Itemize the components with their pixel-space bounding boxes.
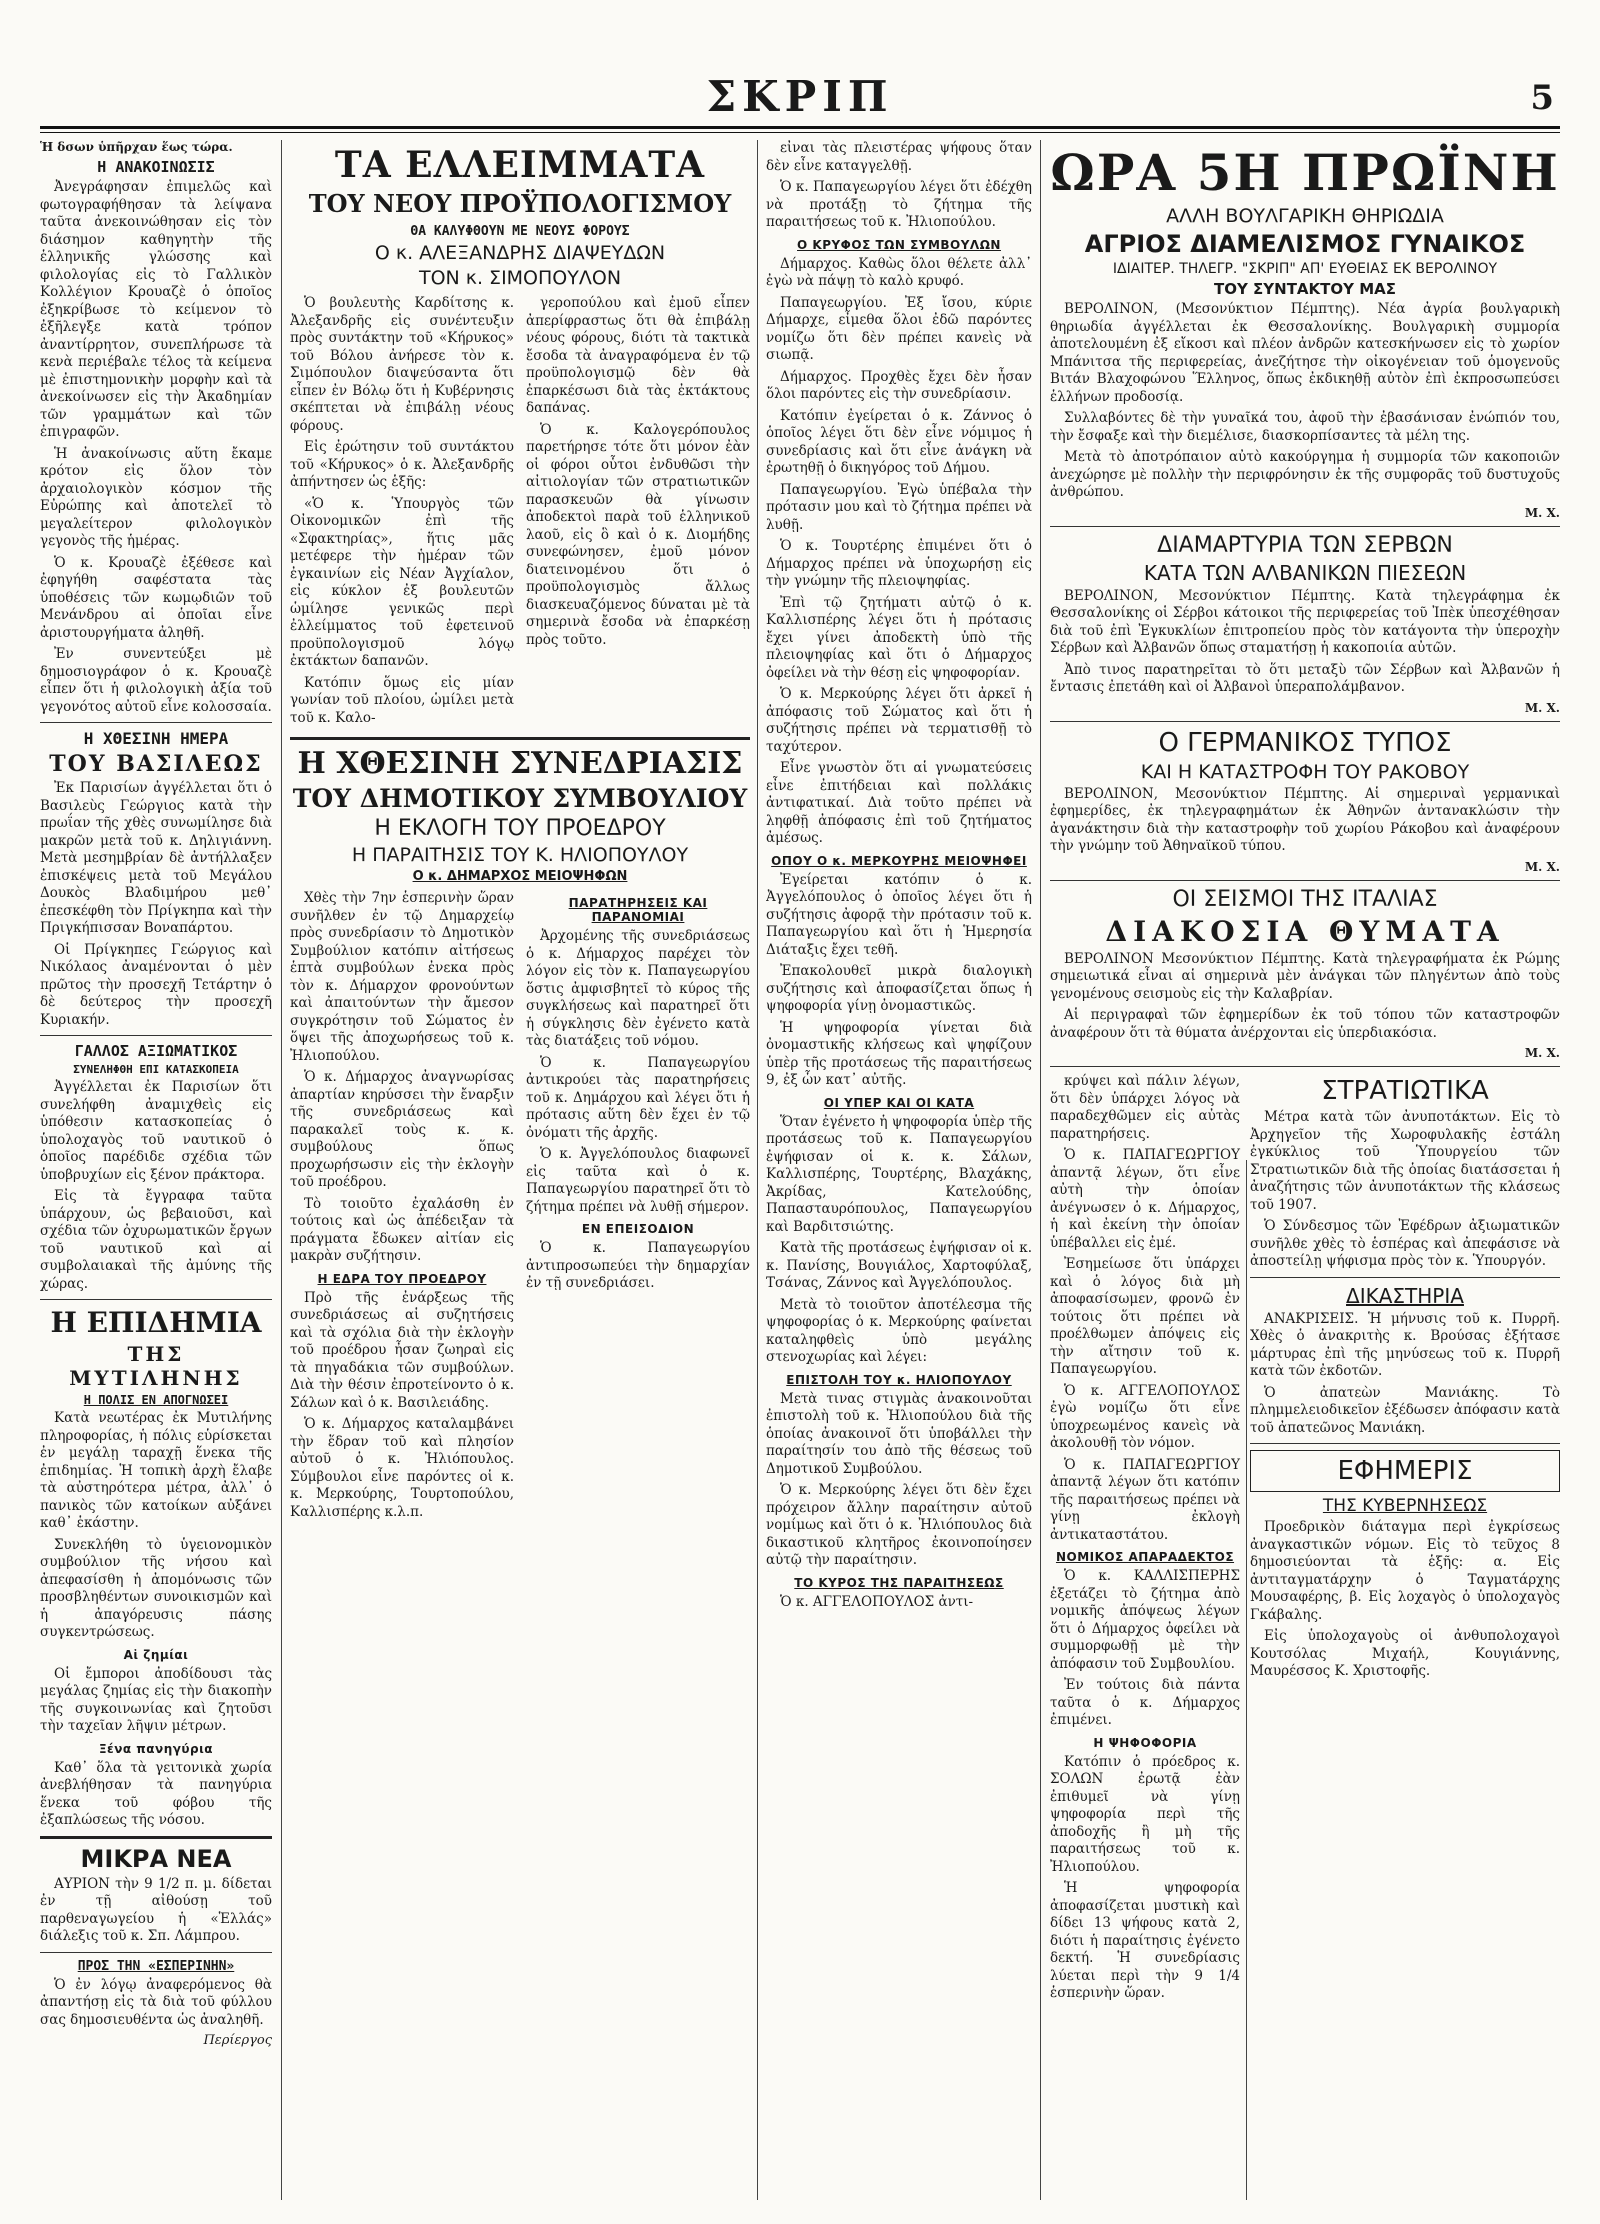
article-text: γεροπούλου καὶ ἐμοῦ εἶπεν ἀπερίφραστως ὅτι θὰ ἐπιβάλῃ νέους φόρους, διότι τὰ τακτικὰ ἔσοδα τὰ ἀναγραφόμενα ἐν τῷ προϋπολογισμῷ δὲν θὰ ἐπαρκέσωσι διὰ τὰς ἐκτάκτους δαπάνας. [526,295,750,416]
article-text: Κατὰ τῆς προτάσεως ἐψήφισαν οἱ κ. κ. Πανίσης, Βουγιάλος, Χαρτοφύλαξ, Τσάνας, Ζάννος καὶ Ἀγγελόπουλος. [766,1240,1032,1291]
subheading: ΠΑΡΑΤΗΡΗΣΕΙΣ ΚΑΙ ΠΑΡΑΝΟΜΙΑΙ [568,896,708,924]
headline-elleimmata: ΤΑ ΕΛΛΕΙΜΜΑΤΑ [334,144,706,186]
article-text: Ἀπὸ τινος παρατηρεῖται τὸ ὅτι μεταξὺ τῶν Σέρβων καὶ Ἀλβανῶν ἡ ἔντασις ἐπετάθη καὶ οἱ Ἀλβανοὶ ὑπεραπολάμβανον. [1050,661,1560,695]
article-text: Ὁ κ. Παπαγεωργίου ἀντιπροσωπεύει τὴν δημαρχίαν ἐν τῇ συνεδριάσει. [526,1240,750,1291]
article-text: ΒΕΡΟΛΙΝΟΝ, Μεσονύκτιον Πέμπτης. Αἱ σημεριναὶ γερμανικαὶ ἐφημερίδες, ἐκ τηλεγραφημάτων ἐκ Ἀθηνῶν ἀντανακλώσιν τὴν ἀγανάκτησιν διὰ τὴν καταστροφὴν τοῦ χωρίου Ράκοβου καὶ ἀναφέρουν τὴν γνώμην τοῦ Ἀθηναϊκοῦ τύπου. [1050,785,1560,854]
article-text: Τὸ τοιοῦτο ἐχαλάσθη ἐν τούτοις καὶ ὡς ἀπέδειξαν τὰ πράγματα ἔδωκεν αἰτίαν εἰς μακρὰν συζήτησιν. [290,1195,514,1264]
headline-stratiotika: ΣΤΡΑΤΙΩΤΙΚΑ [1321,1076,1489,1106]
article-text: Κατόπιν ὅμως εἰς μίαν γωνίαν τοῦ πλοίου, ὡμίλει μετὰ τοῦ κ. Καλο- [290,674,514,726]
fragment-line: Ἡ δσων ὑπῆρχαν ἕως τώρα. [40,140,233,154]
article-text: Ὁ κ. Δήμαρχος καταλαμβάνει τὴν ἕδραν τοῦ καὶ πλησίον αὐτοῦ ὁ κ. Ἠλιόπουλος. Σύμβουλοι εἶνε παρόντες οἱ κ. κ. Μερκούρης, Τουρτοπούλου, Καλλισπέρης κ.λ.π. [290,1416,514,1520]
column-rule [281,140,282,2200]
column-3 [766,140,1032,2200]
article-text: Ἐγείρεται κατόπιν ὁ κ. Ἀγγελόπουλος ὁ ὁποῖος λέγει ὅτι ἡ συζήτησις ἀφορᾷ τὴν πρότασιν τοῦ κ. Παπαγεωργίου καὶ ὅτι ἡ Ἡμερησία Διάταξις ἔχει τεθῆ. [766,871,1032,958]
subheading: Ξένα πανηγύρια [98,1741,214,1756]
article-text: Ὁ κ. Μερκούρης λέγει ὅτι ἀρκεῖ ἡ ἀπόφασις τοῦ Σώματος καὶ ὅτι ἡ συζήτησις πρέπει νὰ τερματισθῇ τὸ ταχύτερον. [766,686,1032,755]
article-text: Κατόπιν ὁ πρόεδρος κ. ΣΟΛΩΝ ἐρωτᾷ ἐὰν ἐπιθυμεῖ νὰ γίνῃ ψηφοφορία περὶ τῆς ἀποδοχῆς ἢ μὴ τῆς παραιτήσεως τοῦ κ. Ἠλιοπούλου. [1050,1753,1240,1875]
headline-diamelismos: ΑΓΡΙΟΣ ΔΙΑΜΕΛΙΣΜΟΣ ΓΥΝΑΙΚΟΣ [1084,230,1526,258]
headline-alexandris: Ο κ. ΑΛΕΞΑΝΔΡΗΣ ΔΙΑΨΕΥΔΩΝ [374,242,666,264]
article-text: Ἐν συνεντεύξει μὲ δημοσιογράφον ὁ κ. Κρουαζὲ εἶπεν ὅτι ἡ φιλολογικὴ ἀξία τοῦ γεγονότος αὐτοῦ εἶνε κολοσσαία. [40,646,272,715]
article-text: Ὁ ἐν λόγῳ ἀναφερόμενος θὰ ἀπαντήσῃ εἰς τὰ διὰ τοῦ φύλλου σας δημοσιευθέντα ὡς ἀναληθῆ. [40,1976,272,2028]
article-text: Πρὸ τῆς ἐνάρξεως τῆς συνεδριάσεως αἱ συζητήσεις καὶ τὰ σχόλια διὰ τὴν ἐκλογὴν τοῦ προέδρου ἦσαν ζωηραὶ εἰς τὰ πηγαδάκια τῶν συμβούλων. Διὰ τὴν θέσιν ἐπροτείνοντο ὁ κ. Σάλων καὶ ὁ κ. Βασιλειάδης. [290,1289,514,1411]
article-text: Εἶνε γνωστὸν ὅτι αἱ γνωματεύσεις εἶνε ἐπιτήδειαι καὶ πολλάκις ἀντιφατικαί. Διὰ τοῦτο πρέπει νὰ ληφθῇ ἀπόφασις ἐπὶ τοῦ ζητήματος ἀμέσως. [766,760,1032,846]
headline-mytilinis: ΤΗΣ ΜΥΤΙΛΗΝΗΣ [69,1342,243,1390]
headline-xthesini-imera: Η ΧΘΕΣΙΝΗ ΗΜΕΡΑ [83,729,229,748]
subheading: ΤΟ ΚΥΡΟΣ ΤΗΣ ΠΑΡΑΙΤΗΣΕΩΣ [794,1575,1004,1590]
article-text: Ὁ κ. Τουρτέρης ἐπιμένει ὅτι ὁ Δήμαρχος πρέπει νὰ ὑποχωρήσῃ εἰς τὴν γνώμην τῆς πλειοψηφίας. [766,538,1032,589]
article-text: «Ὁ κ. Ὑπουργὸς τῶν Οἰκονομικῶν ἐπὶ τῆς «Σφακτηρίας», ἥτις μᾶς μετέφερε τὴν ἡμέραν τῶν ἐγκαινίων εἰς Νέαν Ἀγχίαλον, εἰς κύκλον ἐξ βουλευτῶν ὡμίλησε γενικῶς περὶ ἐλλείμματος τοῦ ἐφετεινοῦ προϋπολογισμοῦ λόγῳ ἐκτάκτων δαπανῶν. [290,495,514,669]
article-text: Παπαγεωργίου. Ἐξ ἴσου, κύριε Δήμαρχε, εἶμεθα ὅλοι ἐδῶ παρόντες νομίζω ὅτι δὲν πρέπει κανεὶς νὰ σιωπᾷ. [766,294,1032,363]
subheading: Αἱ ζημίαι [123,1647,189,1662]
article-text: Καθ᾽ ὅλα τὰ γειτονικὰ χωρία ἀνεβλήθησαν τὰ πανηγύρια ἕνεκα τοῦ φόβου τῆς ἐξαπλώσεως τῆς νόσου. [40,1759,272,1828]
headline-albanikon: ΚΑΤΑ ΤΩΝ ΑΛΒΑΝΙΚΩΝ ΠΙΕΣΕΩΝ [1143,560,1467,585]
article-text: Ἐσημείωσε ὅτι ὑπάρχει καὶ ὁ λόγος διὰ μὴ ἀποφασίσωμεν, φρονῶ ἐν τούτοις ὅτι πρέπει νὰ προέλθωμεν ἀπόψεις εἰς τὴν αἴτησιν τοῦ κ. Παπαγεωργίου. [1050,1256,1240,1377]
article-text: Ἀνεγράφησαν ἐπιμελῶς καὶ φωτογραφήθησαν τὰ λείψανα ταῦτα ἀνεκοινώθησαν εἰς τὸν διάσημον καθηγητὴν τῆς ἑλληνικῆς γλώσσης καὶ φιλολογίας εἰς τὸ Γαλλικὸν Κολλέγιον Κρουαζὲ ὁ ὁποῖος ἐξηκρίβωσε τὸ κείμενον τὸ ἐξῆλεγξε κατὰ τρόπον ἀναντίρρητον, συνεπλήρωσε τὰ κενὰ περιέβαλε τέλος τὰ κείμενα μὲ ἐπιστημονικὴν μορφὴν καὶ τὰ ἀνεκοίνωσεν εἰς τὴν Ἀκαδημίαν τῶν γραμμάτων καὶ τῶν ἐπιγραφῶν. [40,179,272,440]
article-text: Ὁ κ. ΠΑΠΑΓΕΩΡΓΙΟΥ ἀπαντᾷ λέγων ὅτι κατόπιν τῆς παραιτήσεως πρέπει νὰ γίνῃ ἐκλογὴ ἀντικαταστάτου. [1050,1456,1240,1543]
column-1 [40,140,272,2200]
subheading: ΕΠΙΣΤΟΛΗ ΤΟΥ κ. ΗΛΙΟΠΟΥΛΟΥ [786,1372,1012,1387]
column-rule [757,140,758,2200]
article-text: ΑΥΡΙΟΝ τὴν 9 1/2 π. μ. δίδεται ἐν τῇ αἰθούσῃ τοῦ παρθεναγωγείου ἡ «Ἑλλάς» διάλεξις τοῦ κ. Σπ. Λάμπρου. [40,1875,272,1944]
column-rule [1040,140,1041,2200]
article-text: Ἐπὶ τῷ ζητήματι αὐτῷ ὁ κ. Καλλισπέρης λέγει ὅτι ἡ πρότασις ἔχει γίνει ἀποδεκτὴ ὑπὸ τῆς πλειοψηφίας καὶ ὅτι ὁ Δήμαρχος ὀφείλει νὰ τὴν θέσῃ εἰς ψηφοφορίαν. [766,594,1032,681]
article-text: Ὁ κ. ΚΑΛΛΙΣΠΕΡΗΣ ἐξετάζει τὸ ζήτημα ἀπὸ νομικῆς ἀπόψεως λέγων ὅτι ὁ Δήμαρχος ὀφείλει νὰ συμμορφωθῇ μὲ τὴν ἀπόφασιν τοῦ Συμβουλίου. [1050,1568,1240,1672]
article-text: Προεδρικὸν διάταγμα περὶ ἐγκρίσεως ἀναγκαστικῶν νόμων. Εἰς τὸ τεῦχος 8 δημοσιεύονται τὰ ἑξῆς: α. Εἰς ἀντιταγματάρχην ὁ Ταγματάρχης Μουσαφέρης, β. Εἰς λοχαγὸς ὁ ὑπολοχαγὸς Γκάβαλης. [1250,1519,1560,1623]
article-text: Μετὰ τὸ τοιοῦτον ἀποτέλεσμα τῆς ψηφοφορίας ὁ κ. Μερκούρης φαίνεται καταληφθεὶς ὑπὸ μεγάλης στενοχωρίας καὶ λέγει: [766,1296,1032,1365]
article-text: Αἱ περιγραφαὶ τῶν ἐφημερίδων ἐκ τοῦ τόπου τῶν καταστροφῶν ἀναφέρουν ὅτι τὰ θύματα ἀνέρχονται εἰς ὑπερδιακόσια. [1050,1007,1560,1041]
headline-germanikos: Ο ΓΕΡΜΑΝΙΚΟΣ ΤΥΠΟΣ [1158,727,1452,758]
headline-dimarchos: Ο κ. ΔΗΜΑΡΧΟΣ ΜΕΙΟΨΗΦΩΝ [412,869,628,884]
signature: Μ. Χ. [1524,1046,1560,1060]
article-text: Ἡ ψηφοφορία ἀποφασίζεται μυστικὴ καὶ δίδει 13 ψήφους κατὰ 2, διότι ἡ παραίτησις ἐγένετο δεκτή. Ἡ συνεδρίασις λύεται περὶ τὴν 9 1/4 ἑσπερινὴν ὥραν. [1050,1880,1240,2001]
signature: Περίεργος [203,2033,272,2048]
headline-seismoi: ΟΙ ΣΕΙΣΜΟΙ ΤΗΣ ΙΤΑΛΙΑΣ [1172,886,1438,912]
article-text: Συλλαβόντες δὲ τὴν γυναῖκά του, ἀφοῦ τὴν ἐβασάνισαν ἐνώπιόν του, τὴν ἔσφαξε καὶ τὴν διεμέλισε, διασκορπίσαντες τὰ μέλη της. [1050,410,1560,444]
article-text: Χθὲς τὴν 7ην ἑσπερινὴν ὥραν συνῆλθεν ἐν τῷ Δημαρχείῳ πρὸς συνεδρίασιν τὸ Δημοτικὸν Συμβούλιον κατόπιν αἰτήσεως ἑπτὰ συμβούλων ἐνεκα πρὸς τὸν κ. Δήμαρχον φρονούντων καὶ ἀπαιτούντων τὴν ἄμεσον συγκρότησιν τοῦ Σώματος ἐν ὅψει τῆς ἀποχωρήσεως τοῦ κ. Ἠλιοπούλου. [290,890,514,1064]
article-text: Ἀρχομένης τῆς συνεδριάσεως ὁ κ. Δήμαρχος παρέχει τὸν λόγον εἰς τὸν κ. Παπαγεωργίου ὅστις ἀμφισβητεῖ τὸ κύρος τῆς συγκλήσεως καὶ παρατηρεῖ ὅτι ἡ σύγκλησις δὲν ἐγένετο κατὰ τὰς διατάξεις τοῦ νόμου. [526,928,750,1049]
column-2 [290,140,750,2200]
headline-kyverniseos: ΤΗΣ ΚΥΒΕΡΝΗΣΕΩΣ [1322,1496,1488,1516]
article-text: Ἐν τούτοις διὰ πάντα ταῦτα ὁ κ. Δήμαρχος ἐπιμένει. [1050,1677,1240,1728]
signature: Μ. Χ. [1524,505,1560,520]
headline-diakosia: ΔΙΑΚΟΣΙΑ ΘΥΜΑΤΑ [1105,914,1505,948]
article-text: Ὁ κ. Παπαγεωργίου λέγει ὅτι ἐδέχθη νὰ προτάξῃ τὸ ζήτημα τῆς παραιτήσεως τοῦ κ. Ἠλιοπούλου. [766,179,1032,230]
article-text: Δήμαρχος. Προχθὲς ἔχει δὲν ἦσαν ὅλοι παρόντες εἰς τὴν συνεδρίασιν. [766,368,1032,402]
headline-rakovou: ΚΑΙ Η ΚΑΤΑΣΤΡΟΦΗ ΤΟΥ ΡΑΚΟΒΟΥ [1140,760,1470,783]
article-text: Μετὰ τινας στιγμὰς ἀνακοινοῦται ἐπιστολὴ τοῦ κ. Ἠλιοπούλου διὰ τῆς ὁποίας ἀνακοινοῖ ὅτι ὑποβάλλει τὴν παραίτησίν του ἀπὸ τῆς θέσεως τοῦ Δημοτικοῦ Συμβούλου. [766,1390,1032,1477]
article-text: Ὁ κ. Μερκούρης λέγει ὅτι δὲν ἔχει πρόχειρον ἄλλην παραίτησιν αὐτοῦ νομίμως καὶ ὅτι ὁ κ. Ἠλιόπουλος διὰ δικαστικοῦ κλητῆρος ἐκοινοποίησεν αὐτῷ τὴν παραίτησιν. [766,1482,1032,1568]
headline-paraitisis: Η ΠΑΡΑΙΤΗΣΙΣ ΤΟΥ Κ. ΗΛΙΟΠΟΥΛΟΥ [351,844,689,866]
headline-thiriodia: ΑΛΛΗ ΒΟΥΛΓΑΡΙΚΗ ΘΗΡΙΩΔΙΑ [1166,205,1444,227]
subheading: ΟΙ ΥΠΕΡ ΚΑΙ ΟΙ ΚΑΤΑ [823,1095,975,1110]
article-text: Ὁ κ. Δήμαρχος ἀναγνωρίσας ἀπαρτίαν κηρύσσει τὴν ἔναρξιν τῆς συνεδριάσεως καὶ παρακαλεῖ τοὺς κ. κ. συμβούλους ὅπως προχωρήσωσιν εἰς τὴν ἐκλογὴν τοῦ προέδρου. [290,1069,514,1190]
article-text: Οἱ ἔμποροι ἀποδίδουσι τὰς μεγάλας ζημίας εἰς τὴν διακοπὴν τῆς συγκοινωνίας καὶ ζητοῦσι τὴν ταχεῖαν λῆψιν μέτρων. [40,1665,272,1734]
headline-efimeris: ΕΦΗΜΕΡΙΣ [1337,1456,1473,1486]
headline-simopoulos: ΤΟΝ κ. ΣΙΜΟΠΟΥΛΟΝ [418,267,622,289]
masthead-rule [40,126,1560,129]
signature: Μ. Χ. [1524,700,1560,715]
article-text: Ὁ Σύνδεσμος τῶν Ἐφέδρων ἀξιωματικῶν συνῆλθε χθὲς τὸ ἑσπέρας καὶ ἀπεφάσισε νὰ ἀποστείλῃ ψήφισμα πρὸς τὸν κ. Ὑπουργόν. [1250,1218,1560,1269]
headline-gallos-sub: ΣΥΝΕΛΗΦΘΗ ΕΠΙ ΚΑΤΑΣΚΟΠΕΙΑ [73,1063,239,1076]
article-text: Ἡ ψηφοφορία γίνεται διὰ ὀνομαστικῆς κλήσεως καὶ ψηφίζουν ὑπὲρ τῆς προτάσεως τῆς παραιτήσεως 9, ἐξ ὧν κατ᾽ αὐτῆς. [766,1019,1032,1088]
article-text: Ἀγγέλλεται ἐκ Παρισίων ὅτι συνελήφθη ἀναμιχθεὶς εἰς ὑπόθεσιν κατασκοπείας ὁ ὑπολοχαγὸς τοῦ ναυτικοῦ ὁ ὁποῖος παρέδιδε σχέδια τῶν ὑποβρυχίων εἰς ξένον πράκτορα. [40,1079,272,1183]
article-text: ΑΝΑΚΡΙΣΕΙΣ. Ἡ μήνυσις τοῦ κ. Πυρρῆ. Χθὲς ὁ ἀνακριτὴς κ. Βρούσας ἐξήτασε μάρτυρας ἐπὶ τῆς μηνύσεως τοῦ κ. Πυρρῆ κατὰ τῶν ἐκδοτῶν. [1250,1310,1560,1379]
article-text: Κατὰ νεωτέρας ἐκ Μυτιλήνης πληροφορίας, ἡ πόλις εὑρίσκεται ἐν μεγάλῃ ταραχῇ ἕνεκα τῆς ἐπιδημίας. Ἡ τοπικὴ ἀρχὴ ἔλαβε τὰ αὐστηρότερα μέτρα, ἀλλ᾽ ὁ πανικὸς τῶν κατοίκων αὐξάνει καθ᾽ ἑκάστην. [40,1410,272,1531]
article-text: Ὁ κ. Ἀγγελόπουλος διαφωνεῖ εἰς ταῦτα καὶ ὁ κ. Παπαγεωργίου παρατηρεῖ ὅτι τὸ ζήτημα πρέπει νὰ λυθῇ σήμερον. [526,1146,750,1215]
subheading: Η ΨΗΦΟΦΟΡΙΑ [1093,1735,1197,1750]
article-text: Ὁ κ. Κρουαζὲ ἐξέθεσε καὶ ἐφηγήθη σαφέστατα τὰς ὑποθέσεις τῶν κωμῳδιῶν τοῦ Μενάνδρου αἱ ὁποῖαι εἶνε ἀριστουργήματα ἀληθῆ. [40,554,272,641]
headline-polis: Η ΠΟΛΙΣ ΕΝ ΑΠΟΓΝΩΣΕΙ [83,1393,229,1407]
article-text: Ὁ κ. ΑΓΓΕΛΟΠΟΥΛΟΣ ἐγὼ νομίζω ὅτι εἶνε ὑποχρεωμένος κανεὶς νὰ ἀκολουθῇ τὸν νόμον. [1050,1382,1240,1451]
headline-proypologismou: ΤΟΥ ΝΕΟΥ ΠΡΟΫΠΟΛΟΓΙΣΜΟΥ [308,189,732,218]
subheading: Ο ΚΡΥΦΟΣ ΤΩΝ ΣΥΜΒΟΥΛΩΝ [797,237,1001,252]
headline-ora: ΩΡΑ 5Η ΠΡΩΪΝΗ [1050,143,1560,202]
subheading: ΝΟΜΙΚΟΣ ΑΠΑΡΑΔΕΚΤΟΣ [1055,1550,1235,1564]
subheading: ΟΠΟΥ Ο κ. ΜΕΡΚΟΥΡΗΣ ΜΕΙΟΨΗΦΕΙ [771,853,1027,868]
signature: Μ. Χ. [1524,859,1560,874]
article-text: Συνεκλήθη τὸ ὑγειονομικὸν συμβούλιον τῆς νήσου καὶ ἀπεφασίσθη ἡ ἀπομόνωσις τῶν προσβληθέντων συνοικισμῶν καὶ ἡ ἀπαγόρευσις πάσης συγκεντρώσεως. [40,1536,272,1640]
headline-ekloge: Η ΕΚΛΟΓΗ ΤΟΥ ΠΡΟΕΔΡΟΥ [374,816,666,841]
article-text: Ὁ βουλευτὴς Καρδίτσης κ. Ἀλεξανδρῆς εἰς συνέντευξιν πρὸς συντάκτην τοῦ «Κήρυκος» τοῦ Βόλου ἀνήρεσε τὸν κ. Σιμόπουλον διαψεύσαντα ὅτι εἶπεν ἐν Βόλῳ ὅτι ἡ Κυβέρνησις σκέπτεται νὰ ἐπιβάλῃ νέους φόρους. [290,295,514,434]
page-number: 5 [1530,78,1554,118]
article-text: Μέτρα κατὰ τῶν ἀνυποτάκτων. Εἰς τὸ Ἀρχηγεῖον τῆς Χωροφυλακῆς ἐστάλη ἐγκύκλιος τοῦ Ὑπουργείου τῶν Στρατιωτικῶν διὰ τῆς ὁποίας διατάσσεται ἡ ἀναζήτησις τῶν ἀνυποτάκτων τῆς κλάσεως τοῦ 1907. [1250,1109,1560,1213]
article-text: Εἰς τὰ ἔγγραφα ταῦτα ὑπάρχουν, ὡς βεβαιοῦσι, καὶ σχέδια τῶν ὀχυρωματικῶν ἔργων τοῦ ναυτικοῦ καὶ αἱ συμβολαιακαὶ τῆς ἀμύνης τῆς χώρας. [40,1188,272,1292]
article-text: Ἐπακολουθεῖ μικρὰ διαλογικὴ συζήτησις καὶ ἀποφασίζεται ὅπως ἡ ψηφοφορία γίνῃ ὀνομαστικῶς. [766,963,1032,1014]
headline-tilegr: ΙΔΙΑΙΤΕΡ. ΤΗΛΕΓΡ. "ΣΚΡΙΠ" ΑΠ' ΕΥΘΕΙΑΣ ΕΚ ΒΕΡΟΛΙΝΟΥ [1112,261,1498,277]
headline-syntaktou: ΤΟΥ ΣΥΝΤΑΚΤΟΥ ΜΑΣ [1213,280,1397,298]
headline-gallos: ΓΑΛΛΟΣ ΑΞΙΩΜΑΤΙΚΟΣ [74,1042,238,1060]
headline-esperini: ΠΡΟΣ ΤΗΝ «ΕΣΠΕΡΙΝΗΝ» [77,1958,235,1974]
article-text: Εἰς ἐρώτησιν τοῦ συντάκτου τοῦ «Κήρυκος» ὁ κ. Ἀλεξανδρῆς ἀπήντησεν ὡς ἑξῆς: [290,439,514,490]
article-text: Ἡ ἀνακοίνωσις αὕτη ἔκαμε κρότον εἰς ὅλον τὸν ἀρχαιολογικὸν κόσμον τῆς Εὐρώπης καὶ ἀποτελεῖ τὸ μεγαλείτερον φιλολογικὸν γεγονὸς τῆς ἡμέρας. [40,445,272,549]
headline-dikastiria: ΔΙΚΑΣΤΗΡΙΑ [1346,1283,1464,1308]
article-text: Δήμαρχος. Καθὼς ὅλοι θέλετε ἀλλ᾽ ἐγὼ νὰ πάψῃ τὸ καλὸ κρυφό. [766,255,1032,289]
article-text: ΒΕΡΟΛΙΝΟΝ Μεσονύκτιον Πέμπτης. Κατὰ τηλεγραφήματα ἐκ Ρώμης σημειωτικά εἶναι αἱ σημερινὰ μὲν ἀνάγκαι τῶν πληγέντων ἀπὸ τοὺς γενομένους σεισμοὺς εἰς τὴν Καλαβρίαν. [1050,950,1560,1002]
headline-synedriasis: Η ΧΘΕΣΙΝΗ ΣΥΝΕΔΡΙΑΣΙΣ [297,746,743,781]
article-text: Οἱ Πρίγκηπες Γεώργιος καὶ Νικόλαος ἀναμένονται ὁ μὲν πρῶτος τὴν προσεχῆ Τετάρτην ὁ δὲ δεύτερος τὴν προσεχῆ Κυριακήν. [40,941,272,1028]
article-text: ΒΕΡΟΛΙΝΟΝ, (Μεσονύκτιον Πέμπτης). Νέα ἀγρία βουλγαρικὴ θηριωδία ἀγγέλλεται ἐκ Θεσσαλονίκης. Βουλγαρικὴ συμμορία ἀποτελουμένη ἐξ εἴκοσι καὶ πλέον ἀνδρῶν κατεσκήνωσεν εἰς τὸ χωρίον Μπάνιτσα τῆς περιφερείας, ἀνεζήτησε τὴν οἰκογένειαν τοῦ ὁμογενοῦς Βιτάν Βλαχοφώνου Ἕλληνος, ὅπως ἐκδικηθῇ αὐτὸν ἐπὶ ἐκπροσωπεύσει ἑλλήνων προδοσίᾳ. [1050,301,1560,405]
article-text: Κατόπιν ἐγείρεται ὁ κ. Ζάννος ὁ ὁποῖος λέγει ὅτι δὲν εἶνε νόμιμος ἡ συνεδρίασις καὶ ὅτι εἶνε ἀνάγκη νὰ ἐρωτηθῇ ὁ δικηγόρος τοῦ Δήμου. [766,407,1032,476]
headline-anakoinosis: Η ΑΝΑΚΟΙΝΩΣΙΣ [97,158,215,176]
headline-epidimia: Η ΕΠΙΔΗΜΙΑ [50,1306,262,1339]
subheading: ΕΝ ΕΠΕΙΣΟΔΙΟΝ [581,1222,695,1236]
article-text: Ὁ ἀπατεὼν Μανιάκης. Τὸ πλημμελειοδικεῖον ἐξέδωσεν ἀπόφασιν κατὰ τοῦ ἀπατεῶνος Μανιάκη. [1250,1384,1560,1436]
article-text: Ἐκ Παρισίων ἀγγέλλεται ὅτι ὁ Βασιλεὺς Γεώργιος κατὰ τὴν πρωΐαν τῆς χθὲς συνωμίλησε διὰ μακρῶν μετὰ τοῦ κ. Δηλιγιάννη. Μετὰ μεσημβρίαν δὲ ἀντήλλαξεν ἐπισκέψεις μετὰ τοῦ Μεγάλου Δουκὸς Βλαδιμήρου μεθ᾽ ἐπεσκέφθη τὸν Πρίγκηπα καὶ τὴν Πριγκήπισσαν Βοναπάρτου. [40,780,272,936]
subheading: Η ΕΔΡΑ ΤΟΥ ΠΡΟΕΔΡΟΥ [317,1271,487,1286]
article-text: ΒΕΡΟΛΙΝΟΝ, Μεσονύκτιον Πέμπτης. Κατὰ τηλεγράφημα ἐκ Θεσσαλονίκης οἱ Σέρβοι κάτοικοι τῆς περιφερείας τοῦ Ἰπὲκ ὑπεσχέθησαν διὰ τοῦ ἐπὶ Ἐγκυκλίων ἐπιτροπείου πρὸς τὸν κατάγοντα τὴν ὑπεροχὴν Σέρβων καὶ Ἀλβανῶν ὅπως σταματήσῃ ἡ κακοποιία αὐτῶν. [1050,587,1560,656]
article-text: Μετὰ τὸ ἀποτρόπαιον αὐτὸ κακούργημα ἡ συμμορία τῶν κακοποιῶν ἀνεχώρησε μὲ πολλὴν τὴν περιφρόνησιν ἐκ τῆς συμφορᾶς τοῦ δυστυχοῦς ἀνθρώπου. [1050,449,1560,500]
article-text: Παπαγεωργίου. Ἐγὼ ὑπέβαλα τὴν πρότασιν μου καὶ τὸ ζήτημα πρέπει νὰ λυθῇ. [766,481,1032,533]
article-text: Ὁ κ. Παπαγεωργίου ἀντικρούει τὰς παρατηρήσεις τοῦ κ. Δημάρχου καὶ λέγει ὅτι ἡ πρότασις αὕτη δὲν ἔχει ἐν τῷ ὀνόματι τῆς ἀρχῆς. [526,1054,750,1141]
article-text: Ὁ κ. Καλογερόπουλος παρετήρησε τότε ὅτι μόνον ἐὰν οἱ φόροι οὗτοι ἐνδυθῶσι τὴν αἰτιολογίαν τῶν στρατιωτικῶν παρασκευῶν θὰ γίνωσιν ἀποδεκτοὶ παρὰ τοῦ ἑλληνικοῦ λαοῦ, εἰς ὃ καὶ ὁ κ. Διομήδης συνεφώνησεν, ἐμοῦ μόνον διατεινομένου ὅτι ὁ προϋπολογισμὸς ἄλλως διασκευαζόμενος δύναται μὲ τὰ σημερινὰ ἔσοδα νὰ ἐπαρκέσῃ πρὸς τοῦτο. [526,421,750,648]
masthead-rule-thin [40,132,1560,133]
masthead-title: ΣΚΡΙΠ [706,72,894,121]
headline-foroi: ΘΑ ΚΑΛΥΦΘΟΥΝ ΜΕ ΝΕΟΥΣ ΦΟΡΟΥΣ [410,224,630,239]
headline-dimotikou: ΤΟΥ ΔΗΜΟΤΙΚΟΥ ΣΥΜΒΟΥΛΙΟΥ [292,784,748,813]
headline-diamartyria: ΔΙΑΜΑΡΤΥΡΙΑ ΤΩΝ ΣΕΡΒΩΝ [1157,532,1453,558]
headline-mikra-nea: ΜΙΚΡΑ ΝΕΑ [80,1844,232,1873]
article-text: Εἰς ὑπολοχαγοὺς οἱ ἀνθυπολοχαγοὶ Κουτσόλας Μιχαήλ, Κουγιάννης, Μαυρέσσος Κ. Χριστοφῆς. [1250,1628,1560,1679]
article-text: κρύψει καὶ πάλιν λέγων, ὅτι δὲν ὑπάρχει λόγος νὰ παραδεχθῶμεν εἰς αὐτὰς παρατηρήσεις. [1050,1073,1240,1142]
article-text: Ὅταν ἐγένετο ἡ ψηφοφορία ὑπὲρ τῆς προτάσεως τοῦ κ. Παπαγεωργίου ἐψήφισαν οἱ κ. κ. Σάλων, Καλλισπέρης, Τουρτέρης, Βλαχάκης, Ἀκρίδας, Κατελούδης, Παπασταυρόπουλος, Παπαγεωργίου καὶ Βαρδιτσιώτης. [766,1113,1032,1235]
headline-vasileos: ΤΟΥ ΒΑΣΙΛΕΩΣ [49,751,263,777]
article-text: Ὁ κ. ΑΓΓΕΛΟΠΟΥΛΟΣ ἀντι- [780,1593,974,1610]
article-text: εἶναι τὰς πλειστέρας ψήφους ὅταν δὲν εἶνε καταγγελθῇ. [766,140,1032,174]
column-4 [1050,140,1560,2200]
article-text: Ὁ κ. ΠΑΠΑΓΕΩΡΓΙΟΥ ἀπαντᾷ λέγων, ὅτι εἶνε αὐτὴ τὴν ὁποίαν ἀνέγνωσεν ὁ κ. Δήμαρχος, ἡ καὶ ἐκείνη τὴν ὁποίαν ὑπέβαλλει εἰς ἐμέ. [1050,1147,1240,1251]
masthead [40,72,1560,142]
